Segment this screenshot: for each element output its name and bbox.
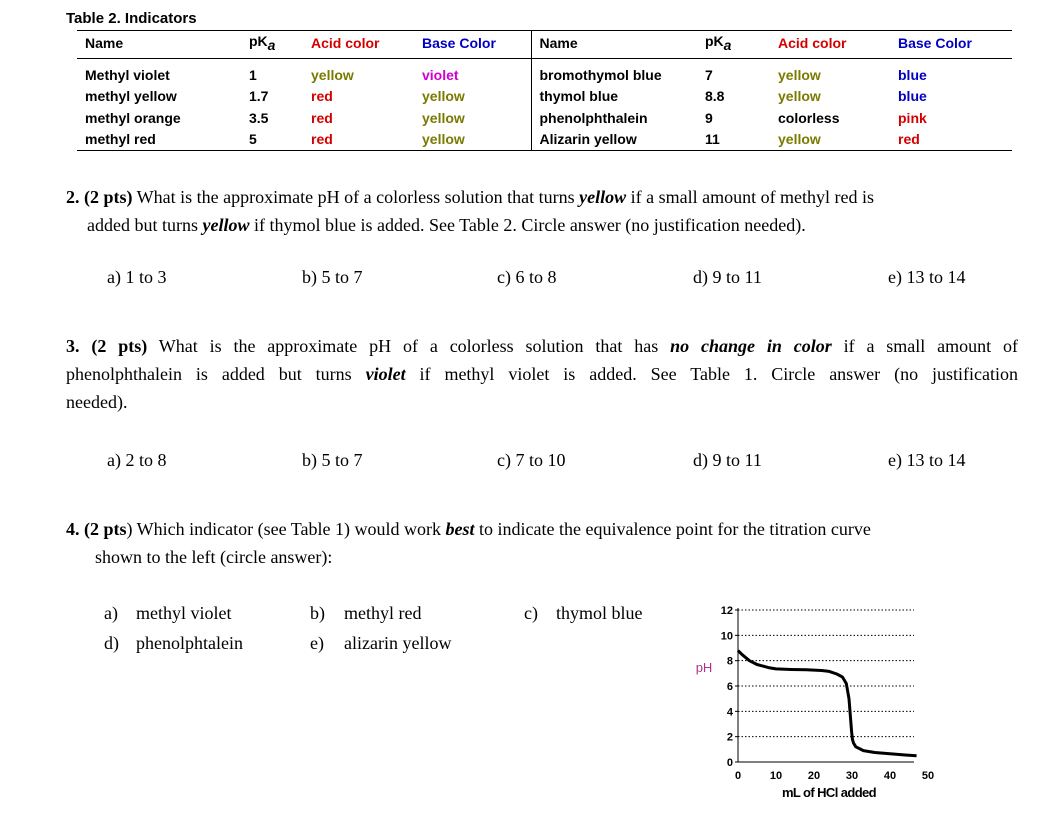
- titration-curve: [738, 651, 917, 756]
- option-a-letter[interactable]: a): [104, 603, 118, 623]
- answer-option-methyl-violet[interactable]: methyl violet: [136, 603, 232, 623]
- col-header-base-color-2: Base Color: [890, 31, 1012, 59]
- x-tick-label: 30: [845, 770, 859, 782]
- table-row: [77, 128, 1012, 150]
- question-text: ) Which indicator (see Table 1) would work: [126, 519, 446, 539]
- x-tick-label: 10: [769, 770, 783, 782]
- question-text: if a small amount of: [831, 336, 1019, 356]
- table-cell: methyl red: [85, 131, 156, 148]
- table-cell: yellow: [778, 66, 821, 83]
- table-cell: red: [311, 131, 333, 148]
- option-e-letter[interactable]: e): [310, 633, 324, 653]
- answer-option-phenolphtalein[interactable]: phenolphtalein: [136, 633, 243, 653]
- question-text: added but turns: [87, 215, 203, 235]
- answer-option-b[interactable]: b) 5 to 7: [302, 267, 363, 287]
- col-header-acid-color-2: Acid color: [770, 31, 890, 59]
- table-cell: Alizarin yellow: [531, 128, 697, 150]
- emphasis-text: yellow: [202, 215, 250, 235]
- table-cell: blue: [898, 88, 927, 105]
- indicator-table: [77, 30, 1012, 151]
- x-tick-label: 50: [921, 770, 935, 782]
- answer-option-alizarin-yellow[interactable]: alizarin yellow: [344, 633, 452, 653]
- table-cell: yellow: [422, 88, 465, 105]
- table-cell: yellow: [778, 88, 821, 105]
- answer-option-a[interactable]: a) 1 to 3: [107, 267, 167, 287]
- y-tick-label: 8: [726, 655, 733, 668]
- y-tick-label: 6: [726, 681, 733, 693]
- col-header-pka: $pK_a$: [241, 31, 303, 59]
- table-row: [77, 85, 1012, 107]
- question-number: 3.: [66, 336, 80, 356]
- table-row: [77, 58, 1012, 85]
- question-text: if thymol blue is added. See Table 2. Circle answer (no justification needed).: [249, 215, 806, 235]
- question-points: (2 pts: [79, 519, 127, 539]
- x-tick-label: 40: [883, 770, 897, 782]
- answer-option-d[interactable]: d) 9 to 11: [693, 450, 762, 470]
- table-cell: 8.8: [705, 88, 725, 105]
- col-header-pka-2: $pK_a$: [697, 31, 770, 59]
- table-cell: thymol blue: [531, 85, 697, 107]
- table-cell: methyl orange: [85, 109, 181, 126]
- table-title: Table 2. Indicators: [66, 10, 197, 27]
- answer-option-methyl-red[interactable]: methyl red: [344, 603, 422, 623]
- table-cell: Methyl violet: [85, 66, 170, 83]
- table-body: [77, 58, 1012, 150]
- question-points: (2 pts): [79, 187, 133, 207]
- emphasis-text: yellow: [579, 187, 627, 207]
- question-text: needed).: [66, 392, 128, 412]
- table-header-row: [77, 31, 1012, 59]
- y-tick-label: 2: [726, 731, 733, 744]
- question-2: [66, 183, 1026, 239]
- table-cell: bromothymol blue: [531, 58, 697, 85]
- table-cell: 3.5: [249, 109, 269, 126]
- y-axis-label: pH: [695, 660, 713, 675]
- question-text: if a small amount of methyl red is: [626, 187, 875, 207]
- table-cell: methyl yellow: [85, 88, 177, 105]
- table-cell: 9: [705, 109, 713, 126]
- table-cell: yellow: [311, 66, 354, 83]
- y-tick-label: 4: [726, 706, 733, 719]
- table-cell: pink: [898, 109, 927, 126]
- chart-series: [738, 651, 917, 756]
- table-cell: colorless: [778, 109, 840, 126]
- col-header-acid-color: Acid color: [303, 31, 414, 59]
- table-cell: yellow: [422, 131, 465, 148]
- answer-option-b[interactable]: b) 5 to 7: [302, 450, 363, 470]
- question-text: What is the approximate pH of a colorless solution that turns: [132, 187, 580, 207]
- y-tick-label: 12: [720, 605, 733, 617]
- question-text: if methyl violet is added. See Table 1. Circle answer (no justification: [405, 364, 1019, 384]
- table-cell: red: [311, 109, 333, 126]
- answer-option-thymol-blue[interactable]: thymol blue: [556, 603, 643, 623]
- table-cell: 7: [705, 66, 713, 83]
- answer-option-a[interactable]: a) 2 to 8: [107, 450, 167, 470]
- titration-chart: [690, 598, 950, 808]
- table-row: [77, 107, 1012, 129]
- table-cell: blue: [898, 66, 927, 83]
- question-text: shown to the left (circle answer):: [95, 547, 333, 567]
- question-text: What is the approximate pH of a colorless solution that has: [147, 336, 671, 356]
- col-header-base-color: Base Color: [414, 31, 531, 59]
- question-3: [66, 332, 1018, 416]
- answer-option-c[interactable]: c) 7 to 10: [497, 450, 566, 470]
- emphasis-text: no change in color: [670, 336, 832, 356]
- table-cell: 1.7: [249, 88, 269, 105]
- table-cell: yellow: [422, 109, 465, 126]
- answer-option-c[interactable]: c) 6 to 8: [497, 267, 557, 287]
- answer-option-e[interactable]: e) 13 to 14: [888, 267, 966, 287]
- question-text: to indicate the equivalence point for the titration curve: [474, 519, 871, 539]
- table-cell: red: [311, 88, 333, 105]
- emphasis-text: best: [445, 519, 475, 539]
- table-cell: yellow: [778, 131, 821, 148]
- question-points: (2 pts): [79, 336, 148, 356]
- table-cell: red: [898, 131, 920, 148]
- question-number: 2.: [66, 187, 80, 207]
- table-cell: 1: [249, 66, 257, 83]
- answer-option-e[interactable]: e) 13 to 14: [888, 450, 966, 470]
- option-c-letter[interactable]: c): [524, 603, 538, 623]
- chart-grid: [738, 610, 914, 737]
- table-cell: violet: [422, 66, 459, 83]
- table-cell: 11: [705, 131, 720, 148]
- x-tick-label: 0: [734, 770, 742, 782]
- option-d-letter[interactable]: d): [104, 633, 119, 653]
- question-4: [66, 515, 1026, 571]
- x-tick-label: 20: [807, 770, 821, 782]
- y-tick-label: 0: [726, 757, 733, 769]
- y-tick-label: 10: [720, 630, 733, 643]
- chart-axes: [738, 608, 914, 762]
- question-number: 4.: [66, 519, 80, 539]
- table-cell: phenolphthalein: [531, 107, 697, 129]
- question-text: phenolphthalein is added but turns: [66, 364, 366, 384]
- x-axis-label: mL of HCl added: [781, 785, 877, 800]
- emphasis-text: violet: [365, 364, 406, 384]
- answer-option-d[interactable]: d) 9 to 11: [693, 267, 762, 287]
- option-b-letter[interactable]: b): [310, 603, 325, 623]
- col-header-name: Name: [77, 31, 241, 59]
- table-cell: 5: [249, 131, 257, 148]
- col-header-name-2: Name: [531, 31, 697, 59]
